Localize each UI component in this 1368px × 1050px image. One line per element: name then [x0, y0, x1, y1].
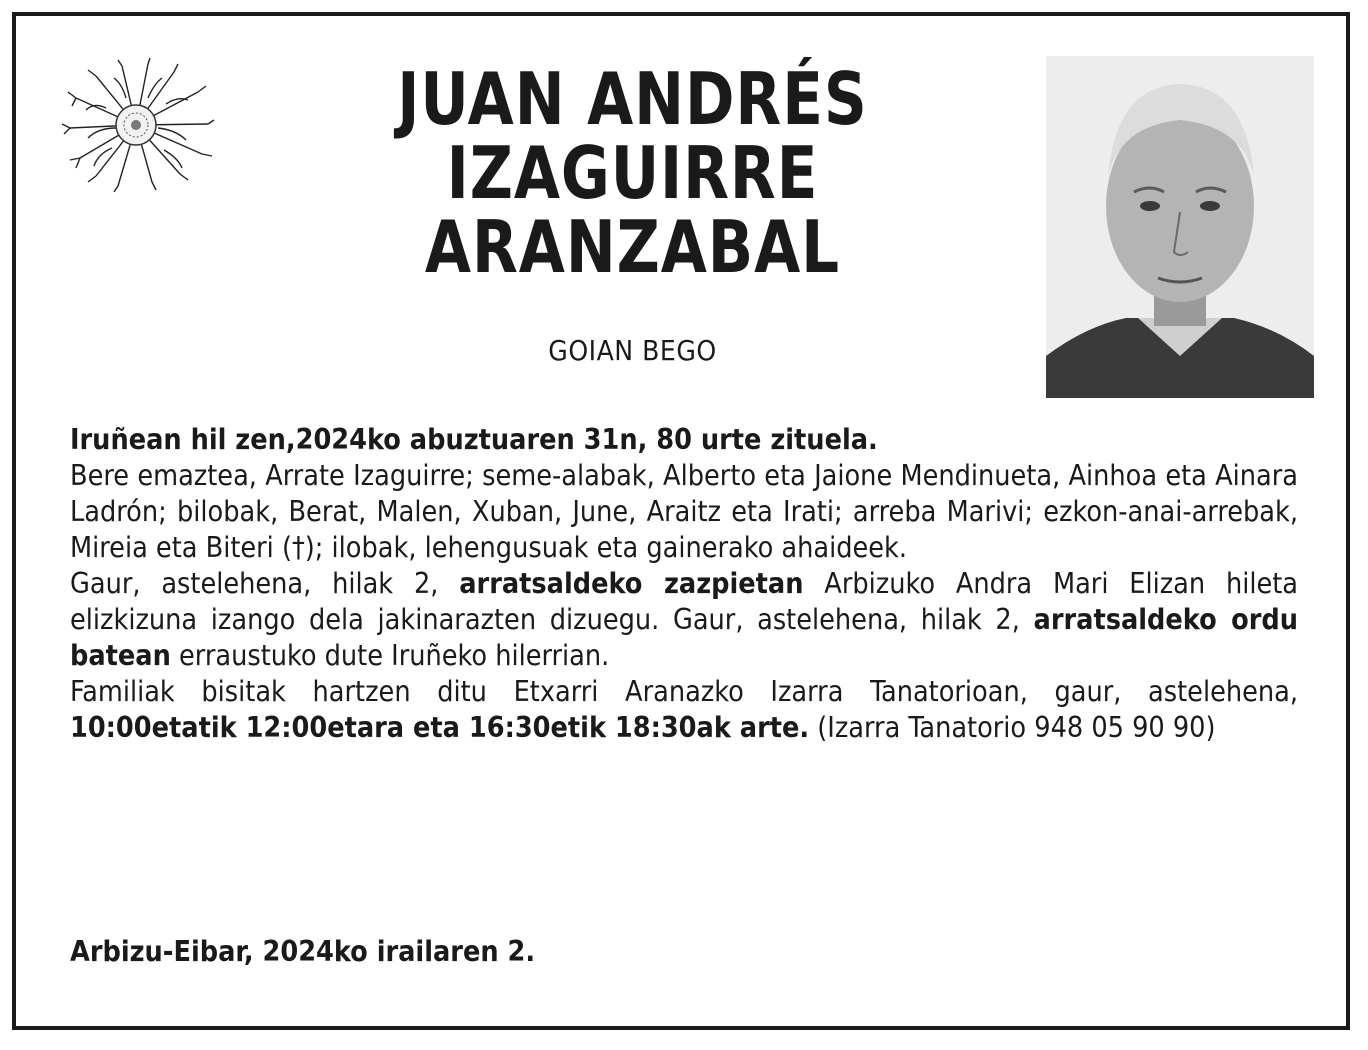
- subtitle: GOIAN BEGO: [548, 334, 717, 367]
- funeral-time-1: arratsaldeko zazpietan: [459, 567, 804, 600]
- funeral-time-2: arratsaldeko ordu batean: [70, 603, 1299, 672]
- name-line-2: IZAGUIRRE: [446, 131, 819, 215]
- name-line-1: JUAN ANDRÉS: [397, 57, 868, 141]
- obituary-body: [70, 422, 1298, 746]
- funeral-text-2: Arbizuko Andra Mari Elizan hileta elizkizuna izango dela jakinarazten dizuegu. Gaur, astelehena, hilak 2,: [70, 567, 1298, 636]
- visit-text-2: (Izarra Tanatorio 948 05 90 90): [809, 711, 1216, 744]
- portrait-photo-icon: [1046, 56, 1314, 398]
- funeral-text-3: erraustuko dute Iruñeko hilerrian.: [170, 639, 610, 672]
- visiting-info: [70, 674, 1298, 746]
- place-date: Arbizu-Eibar, 2024ko irailaren 2.: [70, 935, 536, 968]
- funeral-info: [70, 566, 1298, 674]
- death-line: Iruñean hil zen,2024ko abuztuaren 31n, 80 urte zituela.: [70, 423, 878, 456]
- visit-text-1: Familiak bisitak hartzen ditu Etxarri Aranazko Izarra Tanatorioan, gaur, astelehena,: [70, 675, 1298, 708]
- deceased-name: [327, 57, 939, 289]
- death-announcement: [70, 422, 1298, 458]
- thistle-flower-icon: [56, 58, 216, 192]
- name-line-3: ARANZABAL: [424, 205, 841, 289]
- family-list: Bere emaztea, Arrate Izaguirre; seme-alabak, Alberto eta Jaione Mendinueta, Ainhoa eta Ainara Ladrón; bilobak, Berat, Malen, Xuban, June, Araitz eta Irati; arreba Marivi; ezkon-anai-arrebak, Mireia eta Biteri (†); ilobak, lehengusuak eta gainerako ahaideek.: [70, 459, 1298, 564]
- funeral-text-1: Gaur, astelehena, hilak 2,: [70, 567, 460, 600]
- visit-hours: 10:00etatik 12:00etara eta 16:30etik 18:30ak arte.: [70, 711, 810, 744]
